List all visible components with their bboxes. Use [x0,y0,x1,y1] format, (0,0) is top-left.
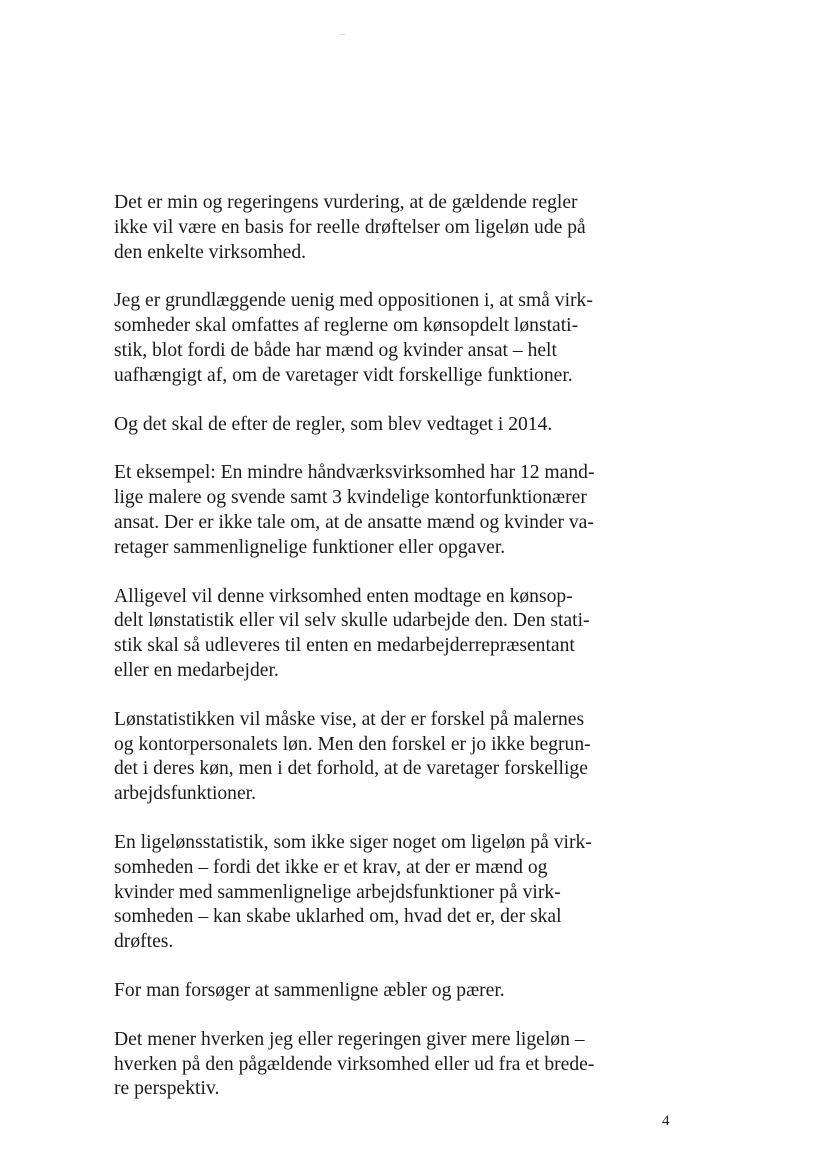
paragraph [114,979,634,1004]
text-line: lige malere og svende samt 3 kvindelige kontorfunktionærer [114,487,587,509]
text-line: Lønstatistikken vil måske vise, at der er forskel på malernes [114,708,585,730]
text-line: Det er min og regeringens vurdering, at de gældende regler [114,192,578,213]
text-line: Og det skal de efter de regler, som blev vedtaget i 2014. [114,413,553,435]
text-line: re perspektiv. [114,1078,220,1100]
text-line: For man forsøger at sammenligne æbler og pærer. [114,979,505,1001]
text-line: Alligevel vil denne virksomhed enten modtage en kønsop- [114,585,573,607]
text-line: det i deres køn, men i det forhold, at de varetager forskellige [114,758,588,780]
text-line: delt lønstatistik eller vil selv skulle udarbejde den. Den stati- [114,610,590,632]
paragraph [114,461,634,560]
text-line: Jeg er grundlæggende uenig med oppositionen i, at små virk- [114,290,593,312]
text-line: arbejdsfunktioner. [114,783,257,805]
text-line: Det mener hverken jeg eller regeringen giver mere ligeløn – [114,1028,585,1050]
text-line: den enkelte virksomhed. [114,241,307,263]
paragraph [114,191,634,265]
text-line: ansat. Der er ikke tale om, at de ansatte mænd og kvinder va- [114,511,594,533]
text-line: stik, blot fordi de både har mænd og kvinder ansat – helt [114,339,557,361]
body-text [114,191,634,1126]
text-line: somheden – fordi det ikke er et krav, at der er mænd og [114,856,548,878]
paragraph [114,413,634,438]
paragraph [114,708,634,807]
text-line: En ligelønsstatistik, som ikke siger noget om ligeløn på virk- [114,831,592,853]
page-number: 4 [662,1113,670,1129]
paragraph [114,1028,634,1102]
text-line: drøftes. [114,931,174,953]
text-line: kvinder med sammenlignelige arbejdsfunktioner på virk- [114,881,561,903]
text-line: hverken på den pågældende virksomhed eller ud fra et brede- [114,1053,595,1075]
text-line: og kontorpersonalets løn. Men den forskel er jo ikke begrun- [114,733,591,755]
text-line: uafhængigt af, om de varetager vidt forskellige funktioner. [114,364,573,386]
text-line: retager sammenlignelige funktioner eller opgaver. [114,536,506,558]
scan-artifact [340,34,345,35]
text-line: somheder skal omfattes af reglerne om kønsopdelt lønstati- [114,315,579,337]
paragraph [114,289,634,388]
text-line: ikke vil være en basis for reelle drøftelser om ligeløn ude på [114,216,586,238]
text-line: somheden – kan skabe uklarhed om, hvad det er, der skal [114,906,562,928]
text-line: Et eksempel: En mindre håndværksvirksomhed har 12 mand- [114,462,595,484]
text-line: eller en medarbejder. [114,659,279,681]
paragraph [114,831,634,955]
text-line: stik skal så udleveres til enten en medarbejderrepræsentant [114,635,575,657]
paragraph [114,585,634,684]
